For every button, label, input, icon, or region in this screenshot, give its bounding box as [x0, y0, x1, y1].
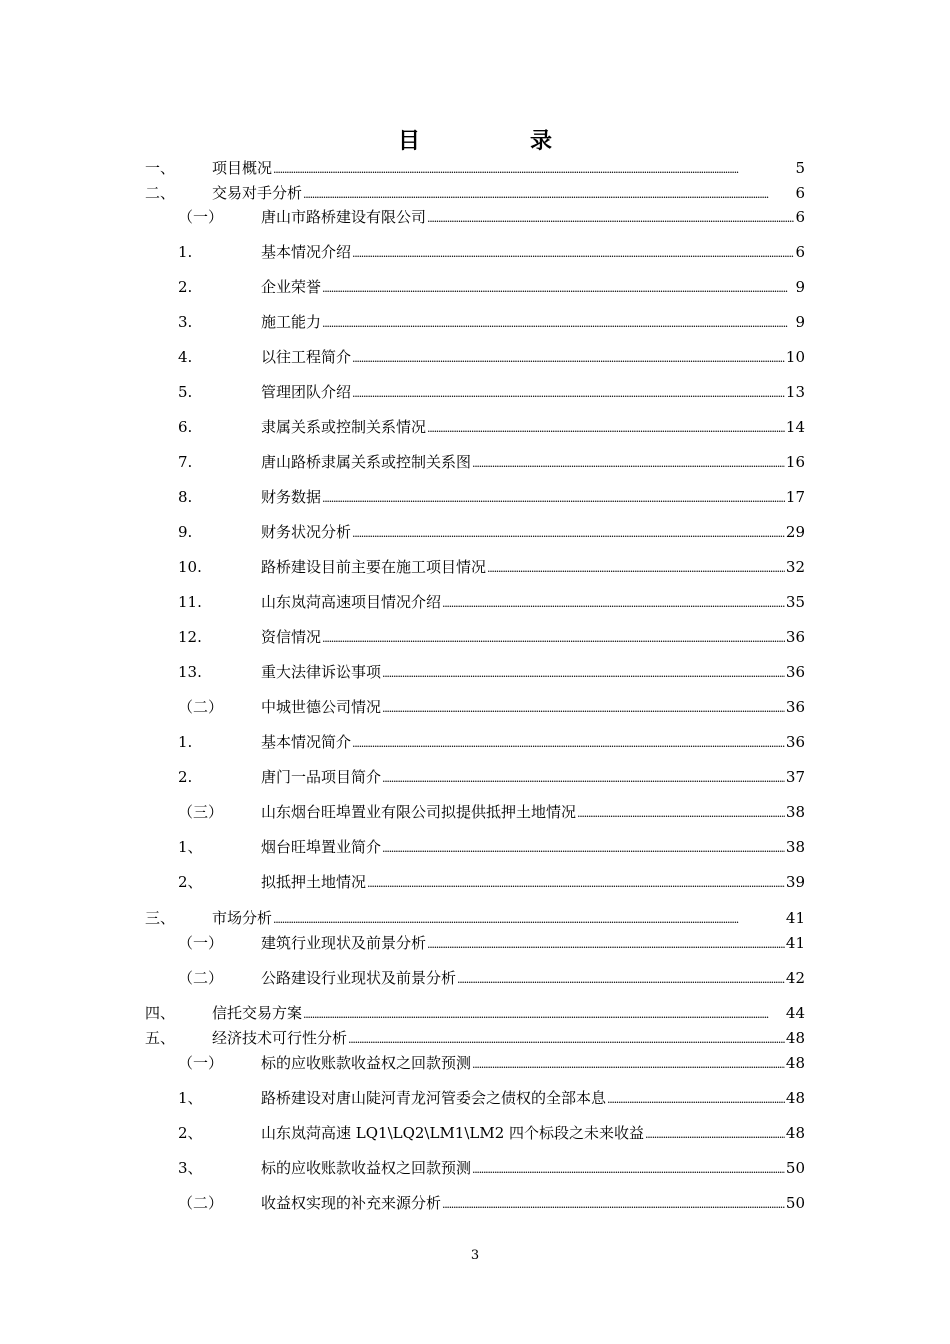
toc-entry[interactable] — [0, 382, 950, 402]
toc-entry-line — [261, 767, 805, 789]
toc-entry[interactable] — [0, 662, 950, 682]
toc-entry-line — [261, 1158, 805, 1180]
toc-entry-number: 1. — [178, 733, 193, 751]
toc-entry-label: 山东烟台旺埠置业有限公司拟提供抵押土地情况 — [261, 803, 577, 821]
toc-entry-number: 13. — [178, 663, 202, 681]
toc-entry-number: 10. — [178, 558, 202, 576]
dot-leader — [273, 908, 785, 930]
toc-entry-page: 6 — [795, 208, 805, 226]
toc-entry-page: 36 — [785, 733, 805, 751]
toc-entry-line — [261, 417, 805, 439]
toc-entry-page: 29 — [785, 523, 805, 541]
toc-entry-label: 标的应收账款收益权之回款预测 — [261, 1054, 472, 1072]
toc-entry-number: 3. — [178, 313, 193, 331]
toc-entry-page: 14 — [785, 418, 805, 436]
toc-entry[interactable] — [0, 767, 950, 787]
dot-leader — [442, 592, 785, 614]
toc-entry-page: 6 — [795, 243, 805, 261]
dot-leader — [427, 207, 794, 229]
toc-entry-label: 唐门一品项目简介 — [261, 768, 382, 786]
toc-entry-page: 39 — [785, 873, 805, 891]
toc-entry-page: 50 — [785, 1194, 805, 1212]
toc-entry-label: 经济技术可行性分析 — [212, 1029, 348, 1047]
toc-entry-label: 山东岚菏高速项目情况介绍 — [261, 593, 442, 611]
toc-entry-line — [261, 968, 805, 990]
toc-entry-line — [212, 183, 805, 205]
toc-entry-line — [212, 1003, 805, 1025]
toc-entry-label: 项目概况 — [212, 159, 273, 177]
toc-entry-line — [261, 1053, 805, 1075]
toc-entry-page: 9 — [795, 313, 805, 331]
toc-entry-line — [261, 837, 805, 859]
toc-entry-page: 37 — [785, 768, 805, 786]
toc-entry-label: 财务数据 — [261, 488, 322, 506]
toc-entry-label: 山东岚菏高速 LQ1\LQ2\LM1\LM2 四个标段之未来收益 — [261, 1124, 645, 1142]
toc-entry[interactable] — [0, 1028, 950, 1048]
toc-entry[interactable] — [0, 933, 950, 953]
toc-entry-page: 48 — [785, 1089, 805, 1107]
toc-entry[interactable] — [0, 1088, 950, 1108]
toc-entry-number: （三） — [178, 803, 224, 821]
toc-entry-number: 2、 — [178, 1124, 203, 1142]
toc-entry-page: 41 — [785, 909, 805, 927]
toc-entry-page: 50 — [785, 1159, 805, 1177]
dot-leader — [472, 1053, 785, 1075]
toc-entry-label: 企业荣誉 — [261, 278, 322, 296]
dot-leader — [273, 158, 794, 180]
toc-entry-page: 32 — [785, 558, 805, 576]
dot-leader — [352, 382, 785, 404]
toc-entry-number: （一） — [178, 1054, 224, 1072]
toc-entry-line — [261, 1088, 805, 1110]
toc-entry[interactable] — [0, 732, 950, 752]
toc-entry[interactable] — [0, 1193, 950, 1213]
toc-entry-page: 38 — [785, 838, 805, 856]
dot-leader — [382, 662, 785, 684]
toc-entry-label: 建筑行业现状及前景分析 — [261, 934, 427, 952]
toc-entry-line — [261, 312, 805, 334]
toc-title: 目 录 — [397, 129, 596, 154]
page-number: 3 — [470, 1248, 480, 1263]
dot-leader — [303, 1003, 785, 1025]
toc-entry-number: 3、 — [178, 1159, 203, 1177]
toc-entry-line — [261, 1123, 805, 1145]
toc-entry-number: （一） — [178, 934, 224, 952]
toc-entry-number: 五、 — [145, 1029, 176, 1047]
toc-entry-line — [261, 933, 805, 955]
toc-entry-line — [261, 522, 805, 544]
toc-entry-label: 管理团队介绍 — [261, 383, 352, 401]
toc-entry-line — [261, 872, 805, 894]
toc-entry[interactable] — [0, 697, 950, 717]
toc-entry-label: 烟台旺埠置业简介 — [261, 838, 382, 856]
toc-entry-number: 12. — [178, 628, 202, 646]
toc-entry[interactable] — [0, 312, 950, 332]
toc-entry-label: 信托交易方案 — [212, 1004, 303, 1022]
dot-leader — [577, 802, 785, 824]
toc-entry-page: 36 — [785, 698, 805, 716]
dot-leader — [382, 697, 785, 719]
dot-leader — [322, 312, 794, 334]
toc-entry-label: 交易对手分析 — [212, 184, 303, 202]
toc-entry-page: 36 — [785, 628, 805, 646]
toc-entry-number: 9. — [178, 523, 193, 541]
toc-entry-line — [261, 1193, 805, 1215]
toc-entry-page: 16 — [785, 453, 805, 471]
dot-leader — [645, 1123, 785, 1145]
toc-entry-number: 二、 — [145, 184, 176, 202]
dot-leader — [427, 417, 785, 439]
dot-leader — [352, 732, 785, 754]
toc-entry-number: 6. — [178, 418, 193, 436]
toc-entry-number: （二） — [178, 1194, 224, 1212]
toc-entry-label: 施工能力 — [261, 313, 322, 331]
toc-entry[interactable] — [0, 908, 950, 928]
toc-entry[interactable] — [0, 627, 950, 647]
toc-entry-line — [212, 158, 805, 180]
toc-entry[interactable] — [0, 872, 950, 892]
toc-entry-number: 2. — [178, 768, 193, 786]
toc-entry-label: 资信情况 — [261, 628, 322, 646]
toc-entry-number: 11. — [178, 593, 202, 611]
dot-leader — [607, 1088, 785, 1110]
toc-entry-label: 唐山路桥隶属关系或控制关系图 — [261, 453, 472, 471]
toc-entry-page: 44 — [785, 1004, 805, 1022]
toc-entry-number: （二） — [178, 698, 224, 716]
toc-entry-label: 拟抵押土地情况 — [261, 873, 367, 891]
toc-entry-line — [261, 347, 805, 369]
toc-entry-page: 48 — [785, 1054, 805, 1072]
toc-entry-line — [261, 452, 805, 474]
toc-entry-number: 三、 — [145, 909, 176, 927]
toc-entry-page: 6 — [795, 184, 805, 202]
toc-entry[interactable] — [0, 1123, 950, 1143]
dot-leader — [382, 837, 785, 859]
toc-entry-label: 市场分析 — [212, 909, 273, 927]
toc-entry-page: 13 — [785, 383, 805, 401]
toc-entry[interactable] — [0, 158, 950, 178]
toc-entry-number: 一、 — [145, 159, 176, 177]
toc-entry-page: 36 — [785, 663, 805, 681]
toc-entry-line — [261, 662, 805, 684]
toc-entry[interactable] — [0, 183, 950, 203]
dot-leader — [427, 933, 785, 955]
toc-entry[interactable] — [0, 522, 950, 542]
toc-entry[interactable] — [0, 968, 950, 988]
toc-entry-number: 5. — [178, 383, 193, 401]
toc-entry-number: 2、 — [178, 873, 203, 891]
toc-entry-label: 路桥建设对唐山陡河青龙河管委会之债权的全部本息 — [261, 1089, 607, 1107]
toc-entry[interactable] — [0, 1053, 950, 1073]
dot-leader — [382, 767, 785, 789]
dot-leader — [303, 183, 794, 205]
toc-entry-page: 41 — [785, 934, 805, 952]
toc-entry-label: 财务状况分析 — [261, 523, 352, 541]
dot-leader — [352, 347, 785, 369]
toc-entry[interactable] — [0, 207, 950, 227]
toc-entry-line — [212, 908, 805, 930]
toc-entry-line — [261, 557, 805, 579]
toc-entry-page: 9 — [795, 278, 805, 296]
dot-leader — [322, 487, 785, 509]
dot-leader — [348, 1028, 785, 1050]
toc-entry-line — [261, 627, 805, 649]
toc-entry-number: （二） — [178, 969, 224, 987]
toc-entry[interactable] — [0, 592, 950, 612]
toc-entry-page: 5 — [795, 159, 805, 177]
toc-entry[interactable] — [0, 452, 950, 472]
toc-entry-page: 35 — [785, 593, 805, 611]
toc-entry[interactable] — [0, 1158, 950, 1178]
dot-leader — [352, 522, 785, 544]
toc-entry-number: 4. — [178, 348, 193, 366]
toc-entry-line — [261, 207, 805, 229]
toc-entry-page: 48 — [785, 1029, 805, 1047]
toc-entry-label: 中城世德公司情况 — [261, 698, 382, 716]
toc-entry-number: 7. — [178, 453, 193, 471]
toc-entry-number: 1. — [178, 243, 193, 261]
toc-entry-label: 收益权实现的补充来源分析 — [261, 1194, 442, 1212]
toc-entry-label: 隶属关系或控制关系情况 — [261, 418, 427, 436]
toc-entry[interactable] — [0, 1003, 950, 1023]
toc-entry-label: 重大法律诉讼事项 — [261, 663, 382, 681]
toc-entry[interactable] — [0, 417, 950, 437]
dot-leader — [487, 557, 785, 579]
toc-entry[interactable] — [0, 277, 950, 297]
dot-leader — [442, 1193, 785, 1215]
toc-entry[interactable] — [0, 347, 950, 367]
toc-entry-line — [261, 592, 805, 614]
toc-entry[interactable] — [0, 837, 950, 857]
dot-leader — [367, 872, 785, 894]
toc-entry-page: 48 — [785, 1124, 805, 1142]
dot-leader — [457, 968, 785, 990]
toc-entry-number: 四、 — [145, 1004, 176, 1022]
toc-entry-number: 1、 — [178, 838, 203, 856]
dot-leader — [322, 277, 794, 299]
toc-entry[interactable] — [0, 242, 950, 262]
toc-entry[interactable] — [0, 557, 950, 577]
toc-entry-label: 标的应收账款收益权之回款预测 — [261, 1159, 472, 1177]
toc-entry-label: 路桥建设目前主要在施工项目情况 — [261, 558, 487, 576]
toc-entry[interactable] — [0, 487, 950, 507]
toc-entry-number: （一） — [178, 208, 224, 226]
toc-entry-page: 17 — [785, 488, 805, 506]
toc-entry-line — [212, 1028, 805, 1050]
toc-entry-page: 10 — [785, 348, 805, 366]
toc-entry-line — [261, 802, 805, 824]
toc-entry-line — [261, 487, 805, 509]
toc-entry-number: 8. — [178, 488, 193, 506]
toc-entry[interactable] — [0, 802, 950, 822]
dot-leader — [322, 627, 785, 649]
toc-entry-label: 基本情况介绍 — [261, 243, 352, 261]
toc-entry-line — [261, 732, 805, 754]
toc-entry-line — [261, 277, 805, 299]
dot-leader — [472, 1158, 785, 1180]
toc-entry-line — [261, 382, 805, 404]
toc-entry-page: 42 — [785, 969, 805, 987]
toc-entry-label: 基本情况简介 — [261, 733, 352, 751]
toc-entry-line — [261, 697, 805, 719]
toc-entry-number: 2. — [178, 278, 193, 296]
dot-leader — [472, 452, 785, 474]
dot-leader — [352, 242, 794, 264]
toc-entry-label: 唐山市路桥建设有限公司 — [261, 208, 427, 226]
toc-entry-number: 1、 — [178, 1089, 203, 1107]
toc-entry-line — [261, 242, 805, 264]
toc-entry-page: 38 — [785, 803, 805, 821]
toc-entry-label: 公路建设行业现状及前景分析 — [261, 969, 457, 987]
toc-entry-label: 以往工程简介 — [261, 348, 352, 366]
